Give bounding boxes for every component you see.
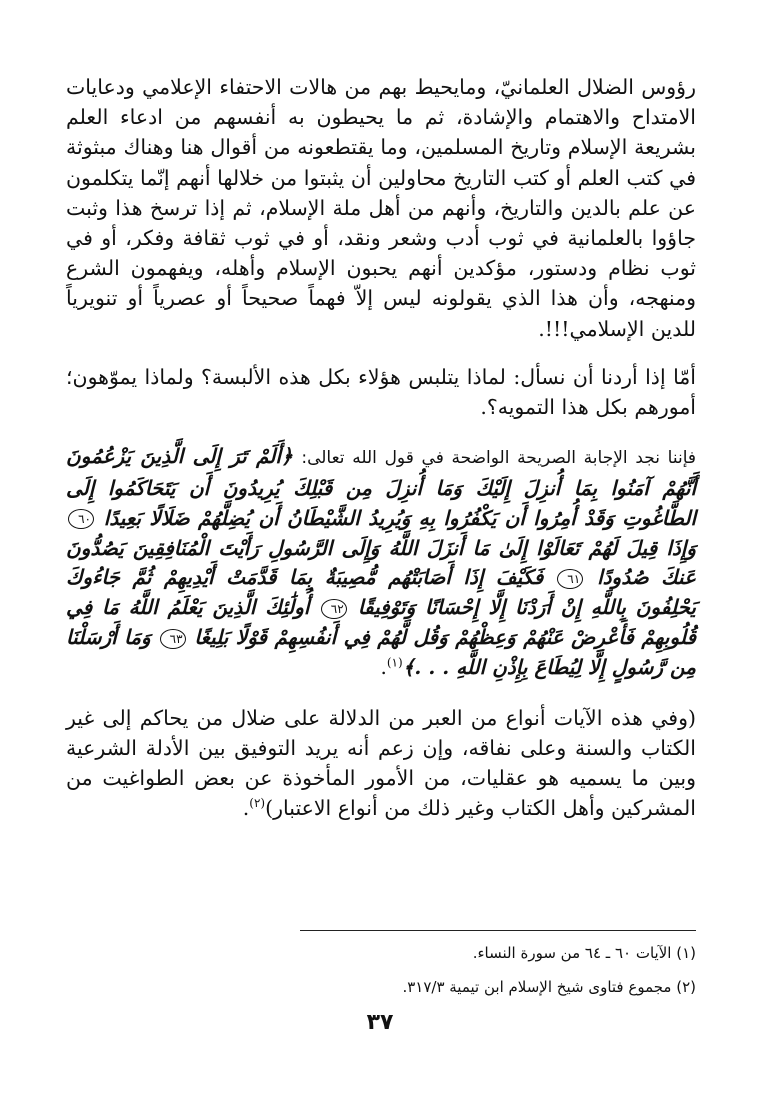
- paragraph-4-end: .: [242, 796, 250, 821]
- footnote-ref-2: (٢): [249, 796, 266, 811]
- verse-end-period: .: [380, 654, 387, 679]
- verse-segment-5: وَمَا أَرْسَلْنَا مِن رَّسُولٍ إِلَّا لِيُطَاعَ بِإِذْنِ اللَّهِ . . .﴾: [66, 625, 696, 679]
- ayah-marker-61: ٦١: [557, 569, 583, 589]
- quran-quote-block: [66, 442, 696, 682]
- ayah-marker-63: ٦٣: [160, 629, 186, 649]
- paragraph-2: أمّا إذا أردنا أن نسأل: لماذا يتلبس هؤلاء بكل هذه الألبسة؟ ولماذا يموّهون؛ أمورهم بكل هذا التمويه؟.: [66, 364, 696, 420]
- paragraph-4-text: (وفي هذه الآيات أنواع من العبر من الدلالة على ضلال من يحاكم إلى غير الكتاب والسنة وعلى نفاقه، وإن زعم أنه يريد التوفيق بين الأدلة الشرعية وبين ما يسميه هو عقليات، من الأمور المأخوذة عن بعض الطواغيت من المشركين وأهل الكتاب وغير ذلك من أنواع الاعتبار): [66, 705, 696, 821]
- footnote-2: (٢) مجموع فتاوى شيخ الإسلام ابن تيمية ٣١٧/٣.: [402, 978, 696, 996]
- verse-segment-2: وَإِذَا قِيلَ لَهُمْ تَعَالَوْا إِلَىٰ مَا أَنزَلَ اللَّهُ وَإِلَى الرَّسُولِ رَأَيْتَ الْمُنَافِقِينَ يَصُدُّونَ عَنكَ صُدُودًا: [66, 535, 697, 590]
- footnote-ref-1: (١): [386, 655, 403, 670]
- verse-intro: فإننا نجد الإجابة الصريحة الواضحة في قول الله تعالى:: [301, 448, 697, 469]
- footnotes-section: [300, 930, 696, 999]
- page-body: [66, 72, 696, 823]
- paragraph-1: رؤوس الضلال العلمانيّ، ومايحيط بهم من هالات الاحتفاء الإعلامي ودعايات الامتداح والاهتمام والإشادة، ثم ما يحيطون به أنفسهم من ادعاء العلم بشريعة الإسلام وتاريخ المسلمين، وما يقتطعونه من أقوال هنا وهناك مبثوثة في كتب العلم أو كتب التاريخ محاولين أن يثبتوا من خلالها أنهم إنّما يتكلمون عن علم بالدين والتاريخ، وأنهم من أهل ملة الإسلام، ثم إذا ترسخ هذا وثبت جاؤوا بالعلمانية في ثوب أدب وشعر ونقد، أو في ثوب ثقافة وفكر، أو في ثوب نظام ودستور، مؤكدين أنهم يحبون الإسلام وأهله، ويفهمون الشرع ومنهجه، وأن هذا الذي يقولونه ليس إلاّ فهماً صحيحاً أو عصرياً أو تنويرياً للدين الإسلامي!!!.: [66, 75, 696, 341]
- footnote-1: (١) الآيات ٦٠ ـ ٦٤ من سورة النساء.: [472, 944, 696, 962]
- verse-segment-4: أُولَٰئِكَ الَّذِينَ يَعْلَمُ اللَّهُ مَا فِي قُلُوبِهِمْ فَأَعْرِضْ عَنْهُمْ وَعِظْهُمْ وَقُل لَّهُمْ فِي أَنفُسِهِمْ قَوْلًا بَلِيغًا: [66, 595, 697, 650]
- verse-segment-3: فَكَيْفَ إِذَا أَصَابَتْهُم مُّصِيبَةٌ بِمَا قَدَّمَتْ أَيْدِيهِمْ ثُمَّ جَاءُوكَ يَحْلِفُونَ بِاللَّهِ إِنْ أَرَدْنَا إِلَّا إِحْسَانًا وَتَوْفِيقًا: [66, 565, 696, 620]
- paragraph-4: [66, 703, 696, 824]
- page-number: ٣٧: [366, 1010, 394, 1035]
- ayah-marker-60: ٦٠: [68, 509, 94, 529]
- verse-segment-1: ﴿أَلَمْ تَرَ إِلَى الَّذِينَ يَزْعُمُونَ أَنَّهُمْ آمَنُوا بِمَا أُنزِلَ إِلَيْكَ وَمَا أُنزِلَ مِن قَبْلِكَ يُرِيدُونَ أَن يَتَحَاكَمُوا إِلَى الطَّاغُوتِ وَقَدْ أُمِرُوا أَن يَكْفُرُوا بِهِ وَيُرِيدُ الشَّيْطَانُ أَن يُضِلَّهُمْ ضَلَالًا بَعِيدًا: [66, 444, 696, 530]
- ayah-marker-62: ٦٢: [321, 599, 347, 619]
